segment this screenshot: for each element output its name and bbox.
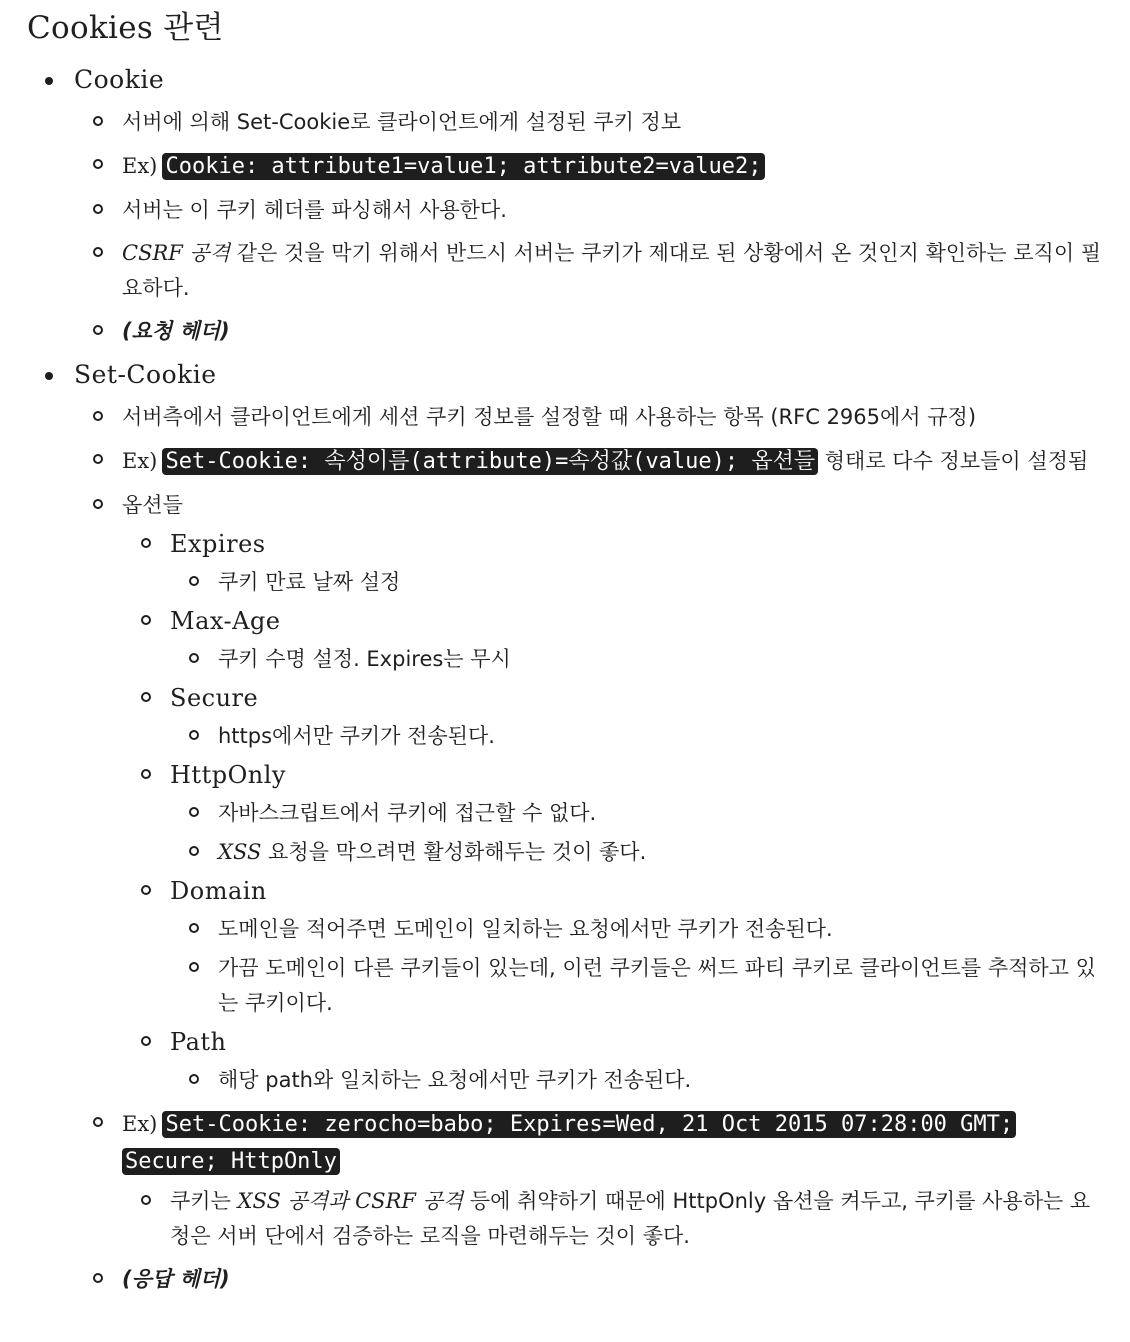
list-item xyxy=(170,912,1102,947)
ex-label: Ex) xyxy=(122,154,158,178)
response-header-label: (응답 헤더) xyxy=(122,1267,230,1291)
set-cookie-desc: 서버측에서 클라이언트에게 세션 쿠키 정보를 설정할 때 사용하는 항목 (RFC 2965에서 규정) xyxy=(122,405,977,429)
option-desc-list xyxy=(170,642,1102,677)
note-pre: 쿠키는 xyxy=(170,1189,238,1213)
option-desc: 요청을 막으려면 활성화해두는 것이 좋다. xyxy=(261,840,647,864)
option-desc-list xyxy=(170,1063,1102,1098)
list-item-cookie xyxy=(27,62,1102,349)
list-item xyxy=(74,314,1102,349)
option-name: Path xyxy=(170,1028,227,1056)
list-item xyxy=(74,443,1102,480)
option-secure xyxy=(122,681,1102,754)
list-item xyxy=(170,796,1102,831)
cookie-example-code: Cookie: attribute1=value1; attribute2=value2; xyxy=(162,153,764,180)
options-label: 옵션들 xyxy=(122,493,183,517)
list-item xyxy=(74,148,1102,185)
list-item xyxy=(170,951,1102,1021)
note-rest: 등에 취약하기 때문에 HttpOnly 옵션을 켜두고, 쿠키를 사용하는 요청은 서버 단에서 검증하는 로직을 마련해두는 것이 좋다. xyxy=(170,1189,1091,1248)
cookie-parse-note: 서버는 이 쿠키 헤더를 파싱해서 사용한다. xyxy=(122,198,507,222)
list-item-set-cookie xyxy=(27,357,1102,1297)
set-cookie-full-example-code: Set-Cookie: zerocho=babo; Expires=Wed, 21 Oct 2015 07:28:00 GMT; Secure; HttpOnly xyxy=(122,1111,1016,1175)
csrf-term: CSRF 공격 xyxy=(122,241,231,265)
list-item xyxy=(74,236,1102,306)
list-item xyxy=(170,1063,1102,1098)
list-item xyxy=(74,488,1102,1098)
note-emphasis: XSS 공격과 CSRF 공격 xyxy=(237,1189,464,1213)
list-item xyxy=(74,400,1102,435)
set-cookie-example-code: Set-Cookie: 속성이름(attribute)=속성값(value); 옵션들 xyxy=(162,448,818,475)
option-desc-list xyxy=(170,565,1102,600)
list-item xyxy=(170,642,1102,677)
cookie-sublist xyxy=(74,105,1102,349)
option-desc: 가끔 도메인이 다른 쿠키들이 있는데, 이런 쿠키들은 써드 파티 쿠키로 클라이언트를 추적하고 있는 쿠키이다. xyxy=(218,956,1096,1015)
option-desc: https에서만 쿠키가 전송된다. xyxy=(218,724,495,748)
list-item xyxy=(74,1262,1102,1297)
option-path xyxy=(122,1025,1102,1098)
example-note-list xyxy=(122,1184,1102,1254)
top-list xyxy=(27,62,1102,1297)
list-item xyxy=(170,565,1102,600)
option-max-age xyxy=(122,604,1102,677)
list-item xyxy=(170,719,1102,754)
option-name: Expires xyxy=(170,530,266,558)
option-desc-list xyxy=(170,796,1102,870)
cookie-desc: 서버에 의해 Set-Cookie로 클라이언트에게 설정된 쿠키 정보 xyxy=(122,110,682,134)
list-item xyxy=(74,105,1102,140)
option-domain xyxy=(122,874,1102,1021)
option-desc: 도메인을 적어주면 도메인이 일치하는 요청에서만 쿠키가 전송된다. xyxy=(218,917,833,941)
list-item xyxy=(74,1106,1102,1254)
list-item xyxy=(122,1184,1102,1254)
option-desc: 쿠키 만료 날짜 설정 xyxy=(218,570,401,594)
option-desc: 해당 path와 일치하는 요청에서만 쿠키가 전송된다. xyxy=(218,1068,692,1092)
option-name: Secure xyxy=(170,684,259,712)
option-name: HttpOnly xyxy=(170,761,286,789)
set-cookie-sublist xyxy=(74,400,1102,1297)
csrf-note: 같은 것을 막기 위해서 반드시 서버는 쿠키가 제대로 된 상황에서 온 것인지 확인하는 로직이 필요하다. xyxy=(122,241,1102,300)
request-header-label: (요청 헤더) xyxy=(122,319,230,343)
list-item xyxy=(74,193,1102,228)
option-desc: 자바스크립트에서 쿠키에 접근할 수 없다. xyxy=(218,801,597,825)
cookie-heading: Cookie xyxy=(74,65,165,94)
ex-label: Ex) xyxy=(122,449,158,473)
option-desc-list xyxy=(170,719,1102,754)
set-cookie-example-rest: 형태로 다수 정보들이 설정됨 xyxy=(818,449,1089,473)
option-name: Domain xyxy=(170,877,267,905)
page-title: Cookies 관련 xyxy=(27,10,224,46)
list-item xyxy=(170,835,1102,870)
option-name: Max-Age xyxy=(170,607,281,635)
option-desc-list xyxy=(170,912,1102,1021)
option-desc: 쿠키 수명 설정. Expires는 무시 xyxy=(218,647,511,671)
option-expires xyxy=(122,527,1102,600)
set-cookie-heading: Set-Cookie xyxy=(74,360,217,389)
xss-term: XSS xyxy=(218,840,262,864)
ex-label: Ex) xyxy=(122,1112,158,1136)
option-httponly xyxy=(122,758,1102,870)
options-list xyxy=(122,527,1102,1098)
